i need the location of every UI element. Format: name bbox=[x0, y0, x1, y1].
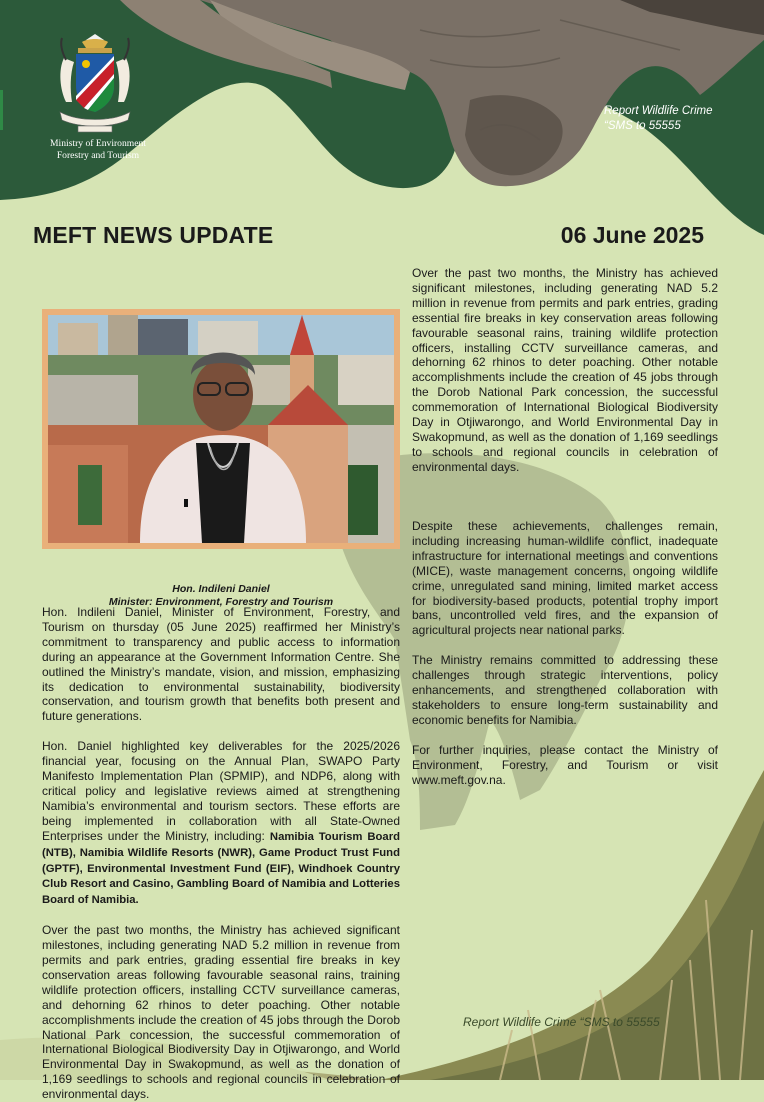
article-paragraph-1: Hon. Indileni Daniel, Minister of Environment, Forestry, and Tourism on thursday (05 June 2025) reaffirmed her Ministry’s commitment to transparency and public access to information during an appearance at the Government Information Centre. She outlined the Ministry’s mandate, vision, and mission, emphasizing its dedication to environmental sustainability, biodiversity conservation, and tourism growth that benefits both present and future generations. bbox=[42, 605, 400, 724]
ministry-name bbox=[40, 138, 156, 162]
state-owned-enterprises-list: Namibia Tourism Board (NTB), Namibia Wildlife Resorts (NWR), Game Product Trust Fund (GPTF), Environmental Investment Fund (EIF), Windhoek Country Club Resort and Casino, Gambling Board of Namibia and Lotteries Board of Namibia. bbox=[42, 830, 400, 907]
paragraph-2-intro: Hon. Daniel highlighted key deliverables for the 2025/2026 financial year, focusing on the Annual Plan, SWAPO Party Manifesto Implementation Plan (SPMIP), and NDP6, along with critical policy and legislative reviews aimed at strengthening Namibia’s environmental and tourism sectors. These efforts are being implemented in collaboration with all State-Owned Enterprises under the Ministry, including: bbox=[42, 739, 400, 843]
article-paragraph-3-continued bbox=[412, 266, 718, 504]
article-paragraph-5: The Ministry remains committed to addressing these challenges through strategic interventions, policy enhancements, and strengthened collaboration with stakeholders to ensure long-term sustainability and economic benefits for Namibia. bbox=[412, 653, 718, 727]
article-paragraph-4: Despite these achievements, challenges remain, including increasing human-wildlife conflict, inadequate infrastructure for international meetings and conventions (MICE), waste management concerns, ongoing wildlife crime, unregulated sand mining, limited market access for biodiversity-based products, potential trophy import bans, uncontrolled veld fires, and the expansion of agricultural projects near national parks. bbox=[412, 519, 718, 638]
article-paragraph-3: Over the past two months, the Ministry has achieved significant milestones, including generating NAD 5.2 million in revenue from permits and park entries, grading essential fire breaks in key conservation areas following favourable seasonal rains, training wildlife protection officers, installing CCTV surveillance cameras, and dehorning 62 rhinos to deter poaching. Other notable accomplishments include the creation of 45 jobs through the Dorob National Park concession, the successful commemoration of International Biological Biodiversity Day in Otjiwarongo, and World Environmental Day in Swakopmund, as well as the donation of 1,169 seedlings to schools and regional councils in celebration of environmental days. bbox=[42, 923, 400, 1102]
ministry-line-2: Forestry and Tourism bbox=[56, 150, 140, 161]
article-column-left bbox=[42, 605, 400, 1102]
article-paragraph-2 bbox=[42, 739, 400, 908]
caption-name: Hon. Indileni Daniel bbox=[172, 583, 270, 595]
report-wildlife-crime-top bbox=[604, 104, 734, 134]
issue-date: 06 June 2025 bbox=[560, 222, 704, 248]
report-line-2: “SMS to 55555 bbox=[604, 120, 681, 132]
coat-of-arms-icon bbox=[48, 30, 142, 136]
article-column-right bbox=[412, 266, 718, 803]
article-paragraph-3-mirror: Over the past two months, the Ministry has achieved significant milestones, including generating NAD 5.2 million in revenue from permits and park entries, grading essential fire breaks in key conservation areas following favourable seasonal rains, training wildlife protection officers, installing CCTV surveillance cameras, and dehorning 62 rhinos to deter poaching. Other notable accomplishments include the creation of 45 jobs through the Dorob National Park concession, the successful commemoration of International Biological Biodiversity Day in Otjiwarongo, and World Environmental Day in Swakopmund, as well as the donation of 1,169 seedlings to schools and regional councils in celebration of environmental days. bbox=[412, 266, 718, 474]
article-paragraph-6: For further inquiries, please contact the Ministry of Environment, Forestry, and Tourism or visit www.meft.gov.na. bbox=[412, 742, 718, 787]
ministry-line-1: Ministry of Environment bbox=[50, 138, 146, 149]
caption-role: Minister: Environment, Forestry and Tourism bbox=[108, 596, 334, 608]
page-title: MEFT NEWS UPDATE bbox=[33, 222, 274, 248]
minister-photo bbox=[42, 309, 400, 549]
report-wildlife-crime-footer: Report Wildlife Crime “SMS to 55555 bbox=[463, 1015, 660, 1029]
report-line-1: Report Wildlife Crime bbox=[604, 105, 713, 117]
